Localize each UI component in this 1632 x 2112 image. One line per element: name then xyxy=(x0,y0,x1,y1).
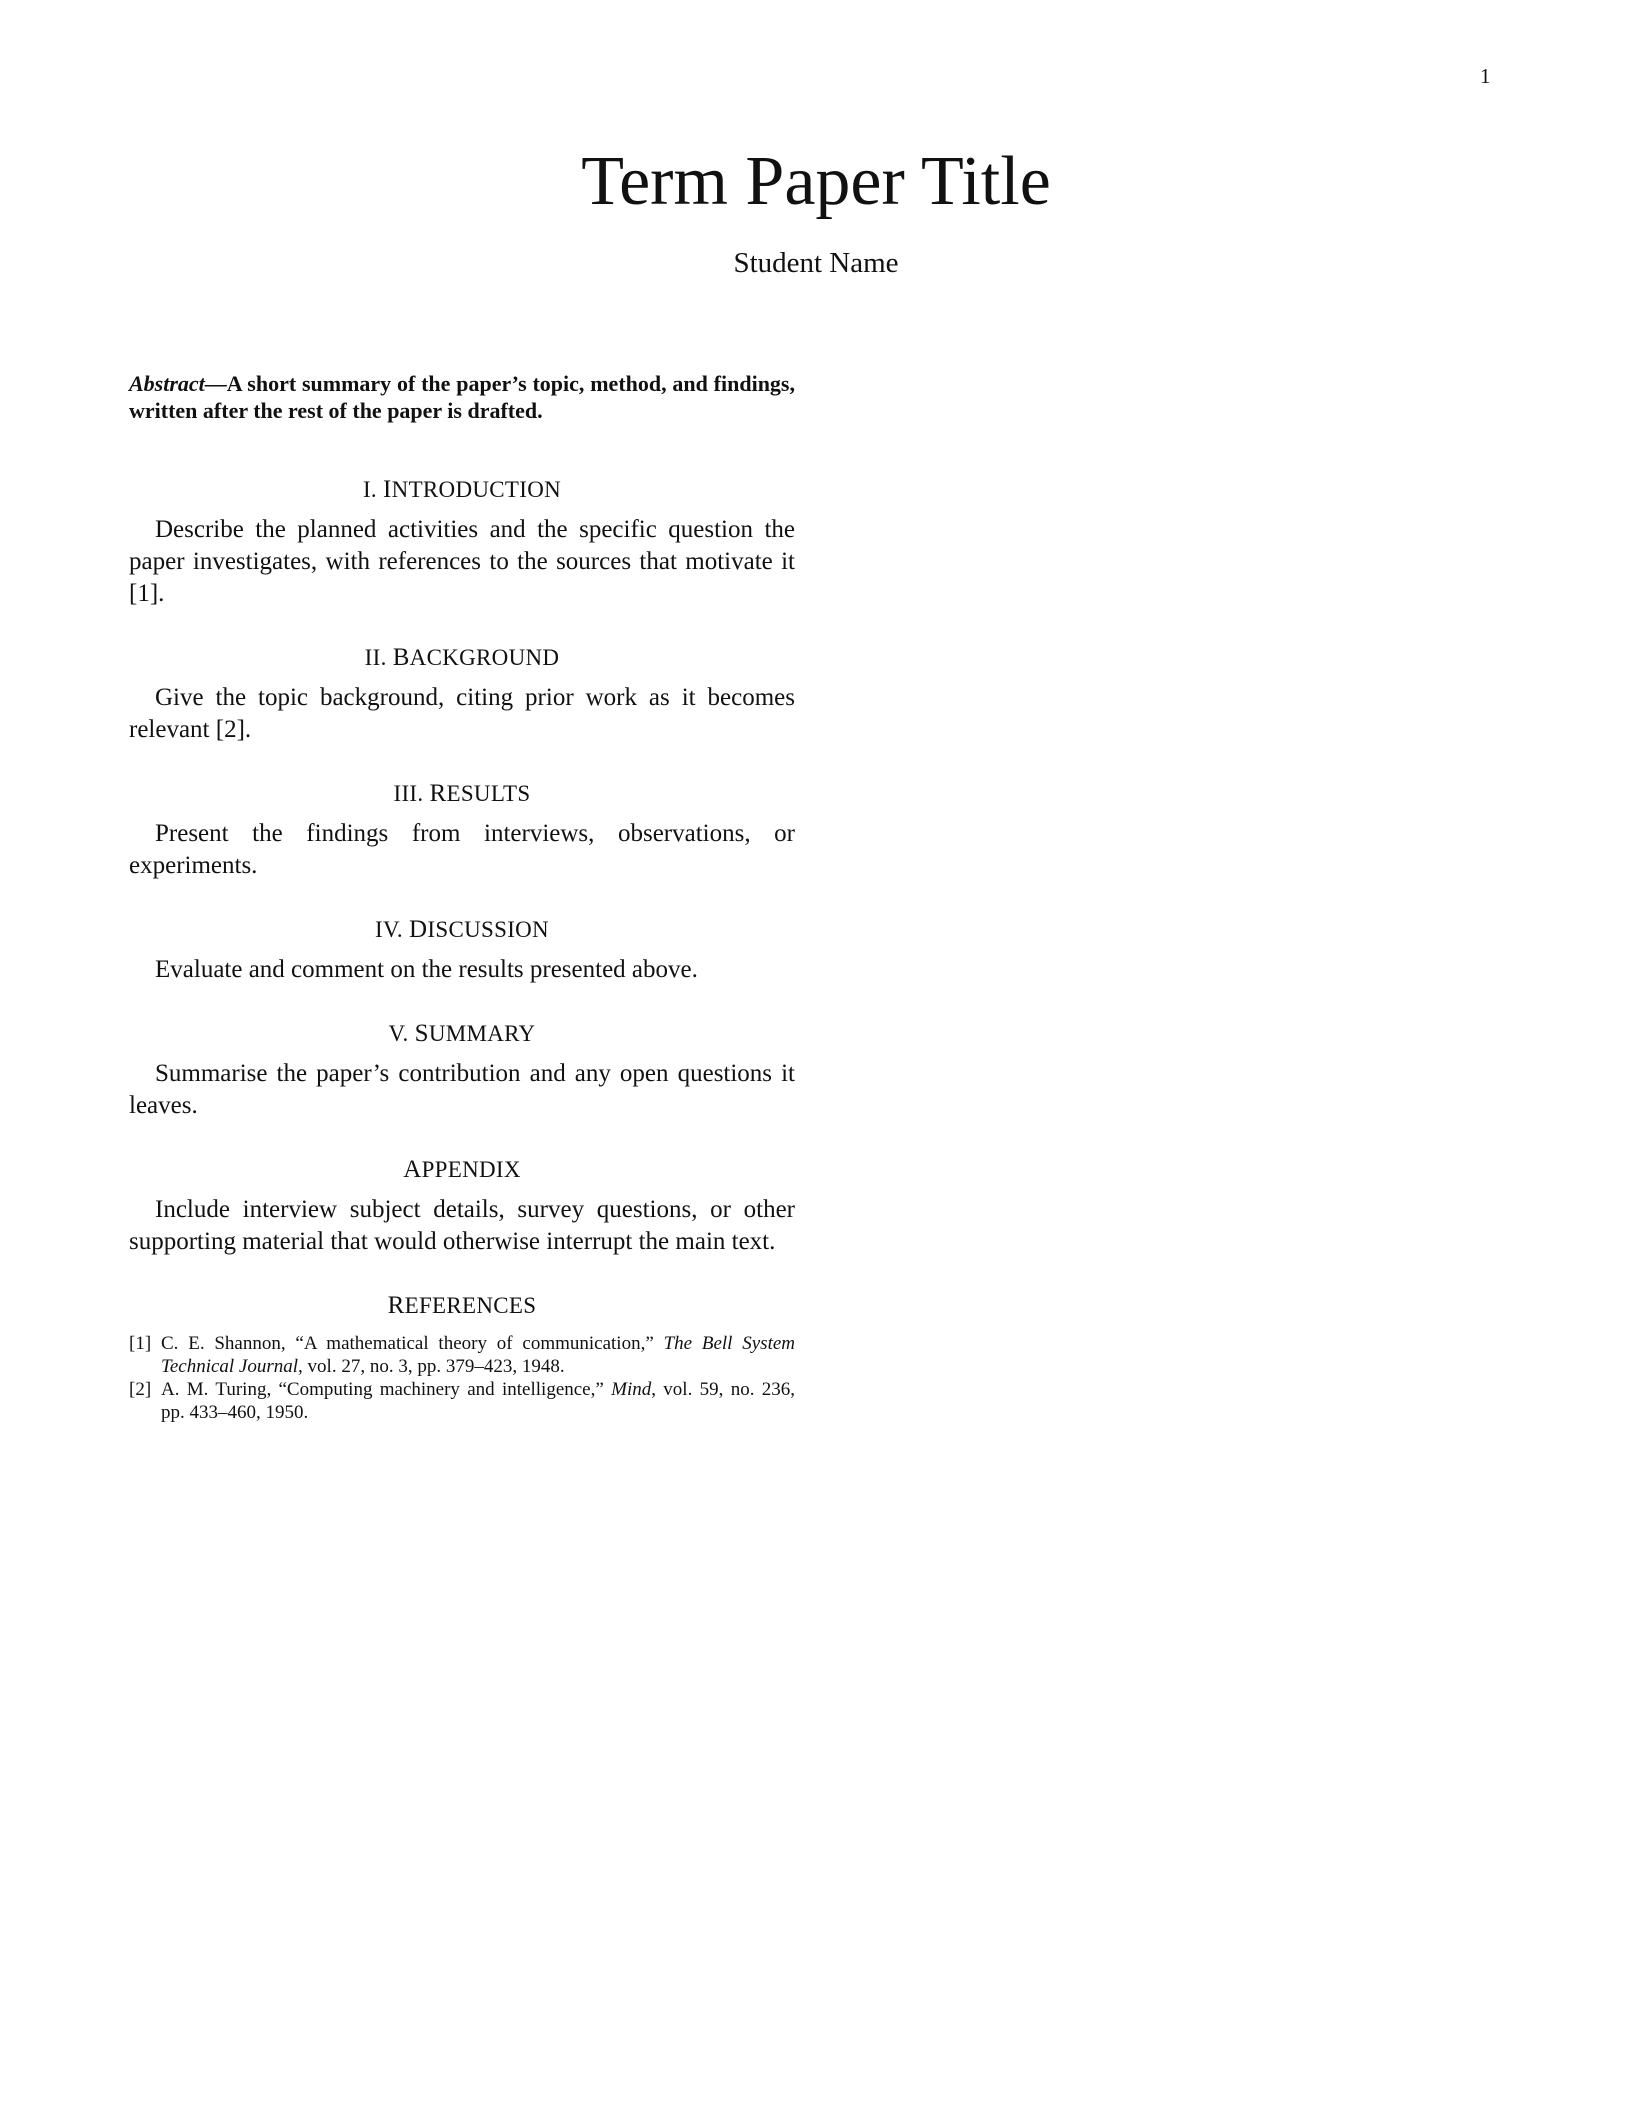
reference-venue: The Bell System Technical Journal xyxy=(161,1333,796,1377)
section-numeral: II. xyxy=(364,645,387,670)
section-heading-rest: ACKGROUND xyxy=(409,645,560,670)
section-body: Describe the planned activities and the specific question the paper investigates, with references to the sources that motivate it [1]. xyxy=(129,516,795,607)
reference-list xyxy=(129,1332,795,1424)
section-discussion xyxy=(129,916,795,986)
section-numeral: III. xyxy=(393,781,424,806)
reference-label: [2] xyxy=(129,1379,152,1400)
section-body: Give the topic background, citing prior work as it becomes relevant [2]. xyxy=(129,684,795,743)
section-heading-rest: UMMARY xyxy=(428,1021,536,1046)
section-body: Evaluate and comment on the results presented above. xyxy=(155,956,698,983)
reference-details: , vol. 59, no. 236, pp. 433–460, 1950. xyxy=(161,1379,796,1423)
abstract xyxy=(129,370,795,424)
section-heading-initial: B xyxy=(392,644,410,671)
section-heading-rest: NTRODUCTION xyxy=(391,477,562,502)
section-heading xyxy=(129,1292,795,1320)
section-heading-initial: I xyxy=(383,476,392,503)
section-heading-initial: R xyxy=(429,780,447,807)
paper-title: Term Paper Title xyxy=(581,143,1051,220)
section-numeral: IV. xyxy=(375,917,403,942)
reference-authors-title: C. E. Shannon, “A mathematical theory of communication,” xyxy=(161,1333,664,1354)
section-heading-initial: D xyxy=(409,916,428,943)
section-numeral: V. xyxy=(388,1021,409,1046)
section-heading xyxy=(129,644,795,672)
left-column xyxy=(129,370,795,1424)
section-summary xyxy=(129,1020,795,1122)
abstract-lead: Abstract xyxy=(129,371,205,396)
section-heading xyxy=(129,476,795,504)
section-appendix xyxy=(129,1156,795,1258)
reference-venue: Mind xyxy=(611,1379,652,1400)
reference-details: , vol. 27, no. 3, pp. 379–423, 1948. xyxy=(298,1356,565,1377)
title-block xyxy=(0,140,1632,280)
section-heading xyxy=(129,780,795,808)
section-background xyxy=(129,644,795,746)
reference-item xyxy=(129,1332,795,1378)
reference-label: [1] xyxy=(129,1333,152,1354)
section-heading-rest: ISCUSSION xyxy=(427,917,549,942)
section-numeral: I. xyxy=(362,477,377,502)
reference-authors-title: A. M. Turing, “Computing machinery and intelligence,” xyxy=(161,1379,612,1400)
section-heading-initial: A xyxy=(403,1156,422,1183)
section-heading-initial: S xyxy=(414,1020,429,1047)
page-number: 1 xyxy=(1480,64,1491,88)
section-heading xyxy=(129,1020,795,1048)
section-heading-rest: PPENDIX xyxy=(421,1157,521,1182)
section-heading xyxy=(129,1156,795,1184)
section-body: Include interview subject details, survey questions, or other supporting material that would otherwise interrupt the main text. xyxy=(129,1196,795,1255)
section-heading xyxy=(129,916,795,944)
section-heading-initial: R xyxy=(387,1292,405,1319)
reference-item xyxy=(129,1378,795,1424)
section-heading-rest: ESULTS xyxy=(446,781,531,806)
abstract-text: —A short summary of the paper’s topic, method, and findings, written after the rest of the paper is drafted. xyxy=(129,371,795,423)
section-body: Summarise the paper’s contribution and any open questions it leaves. xyxy=(129,1060,795,1119)
section-heading-rest: EFERENCES xyxy=(404,1293,537,1318)
references xyxy=(129,1292,795,1424)
author-name: Student Name xyxy=(733,247,899,279)
section-body: Present the findings from interviews, observations, or experiments. xyxy=(129,820,795,879)
section-results xyxy=(129,780,795,882)
section-introduction xyxy=(129,476,795,610)
